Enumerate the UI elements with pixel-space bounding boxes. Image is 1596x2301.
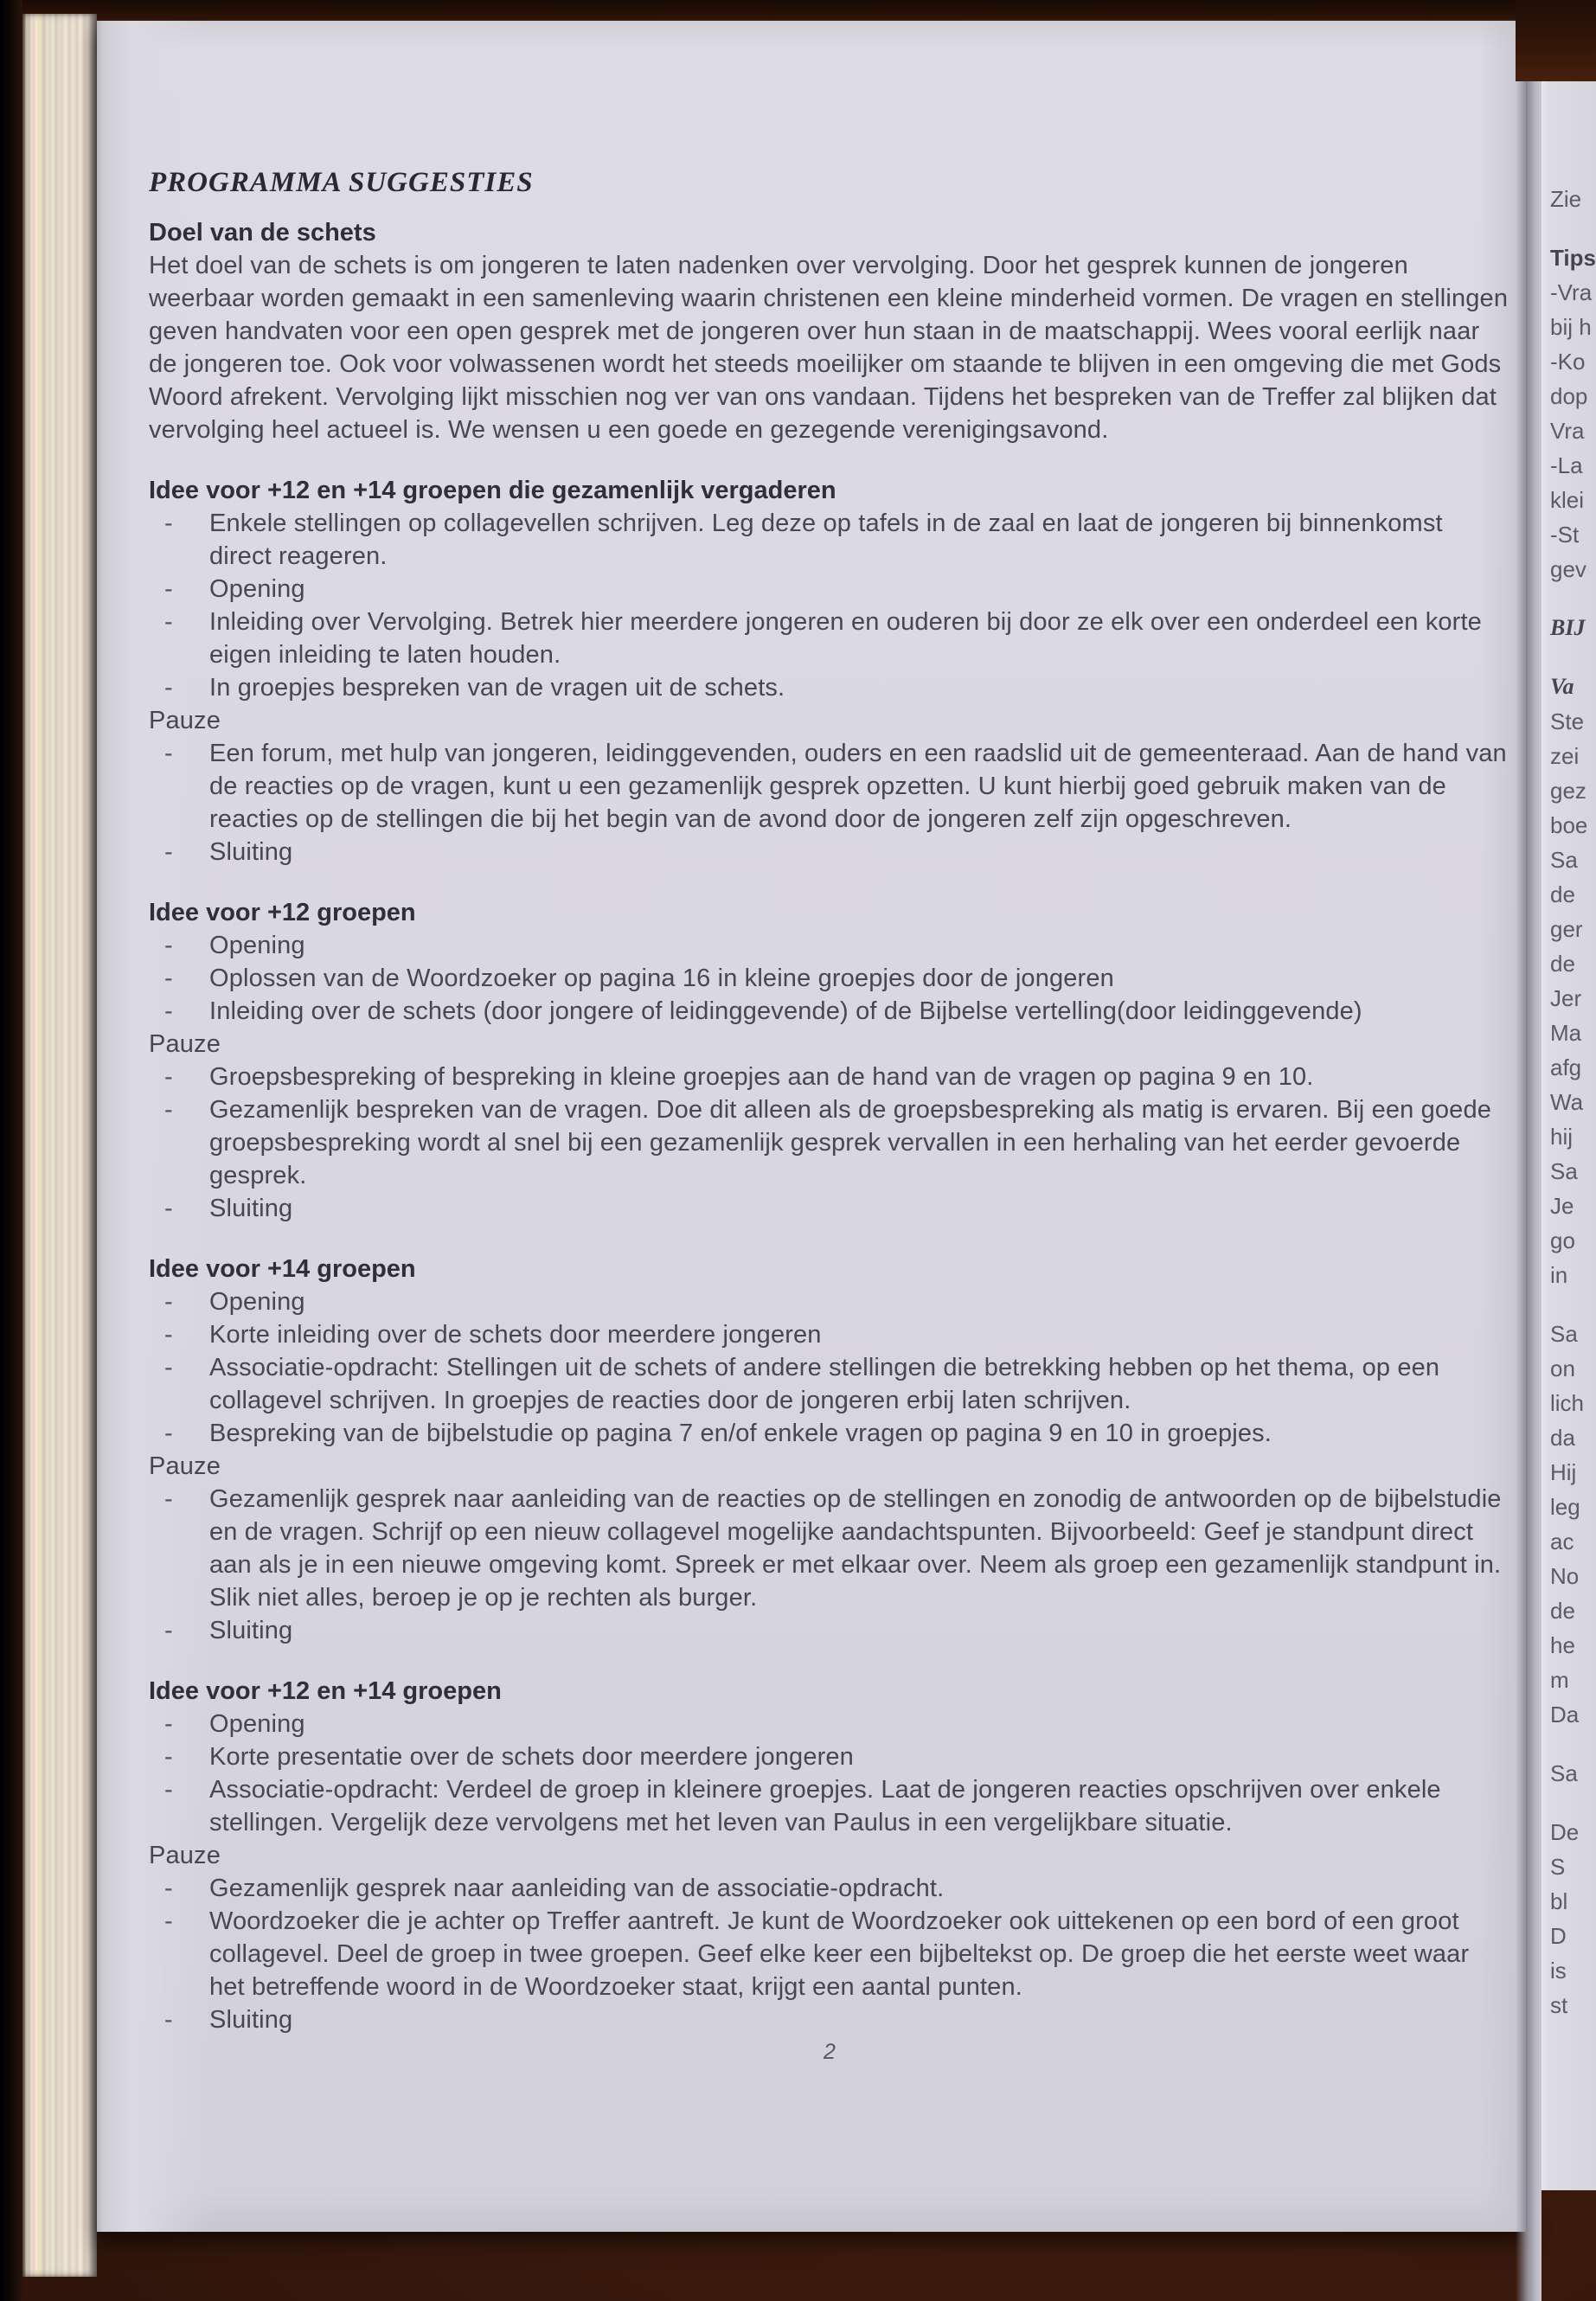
list-item-text: Sluiting (209, 1617, 293, 1644)
adjacent-page-text-fragment: -Vra (1550, 279, 1593, 305)
list-item-text: Gezamenlijk gesprek naar aanleiding van de associatie-opdracht. (209, 1875, 945, 1902)
adjacent-page-text-fragment: dop (1550, 383, 1588, 409)
bullet-dash: - (164, 1288, 173, 1316)
list-item (149, 1093, 1510, 1192)
adjacent-page-text-fragment: ger (1550, 916, 1583, 942)
adjacent-page-text-fragment: Sa (1550, 1158, 1578, 1184)
adjacent-page-text-fragment: he (1550, 1632, 1575, 1658)
list-item (149, 1872, 1510, 1905)
adjacent-page-text-fragment: Vra (1550, 418, 1585, 444)
bullet-dash: - (164, 1776, 173, 1804)
bullet-dash: - (164, 1485, 173, 1513)
bullet-dash: - (164, 1617, 173, 1644)
adjacent-page-text-fragment: go (1550, 1227, 1575, 1253)
adjacent-page-sliver (1542, 80, 1596, 2190)
section-item-list (149, 1285, 1510, 1647)
adjacent-page-text-fragment: klei (1550, 487, 1585, 513)
list-item-text: Opening (209, 1288, 305, 1316)
list-item-text: Oplossen van de Woordzoeker op pagina 16 in kleine groepjes door de jongeren (209, 965, 1114, 992)
bullet-dash: - (164, 575, 173, 603)
bullet-dash: - (164, 1420, 173, 1447)
list-item (149, 1351, 1510, 1417)
adjacent-page-text-fragment: -La (1550, 452, 1583, 478)
list-item-text: Korte presentatie over de schets door meerdere jongeren (209, 1743, 854, 1771)
list-item (149, 1285, 1510, 1318)
adjacent-page-text-fragment: boe (1550, 812, 1588, 838)
adjacent-page-text-fragment: in (1550, 1262, 1568, 1288)
adjacent-page-text-fragment: BIJ (1550, 615, 1586, 640)
adjacent-page-text-fragment: Jer (1550, 985, 1582, 1011)
adjacent-page-text-fragment: Hij (1550, 1459, 1577, 1485)
list-item-text: Pauze (149, 707, 221, 734)
book-cover-top-edge (0, 0, 1596, 19)
section-item-list (149, 929, 1510, 1225)
bullet-dash: - (164, 2006, 173, 2034)
book-cover-top-right-corner (1516, 0, 1596, 81)
adjacent-page-text-fragment: de (1550, 951, 1575, 977)
list-item (149, 836, 1510, 868)
adjacent-page-text-fragment: Ma (1550, 1020, 1582, 1046)
list-item-text: Gezamenlijk gesprek naar aanleiding van de reacties op de stellingen en zonodig de antwoorden op de bijbelstudie en de vragen. Schrijf op een nieuw collagevel mogelijke aandachtspunten. Bijvoorbeeld: Geef je standpunt direct aan als je in een nieuwe omgeving komt. Spreek er met elkaar over. Neem als groep een gezamenlijk standpunt in. Slik niet alles, beroep je op je rechten als burger. (209, 1485, 1502, 1612)
section-item-list (149, 507, 1510, 868)
pause-line (149, 1450, 1510, 1483)
intro-heading: Doel van de schets (149, 219, 376, 247)
bullet-dash: - (164, 1321, 173, 1349)
adjacent-page-text-fragment: da (1550, 1425, 1575, 1451)
adjacent-page-text-fragment: -Ko (1550, 349, 1586, 375)
bullet-dash: - (164, 1875, 173, 1902)
adjacent-page-text-fragment: m (1550, 1667, 1569, 1693)
adjacent-page-text-fragment: de (1550, 881, 1575, 907)
adjacent-page-text-fragment: Va (1550, 674, 1574, 699)
adjacent-page-text-fragment: afg (1550, 1054, 1582, 1080)
list-item-text: Bespreking van de bijbelstudie op pagina 7 en/of enkele vragen op pagina 9 en 10 in groepjes. (209, 1420, 1272, 1447)
list-item (149, 606, 1510, 671)
bullet-dash: - (164, 932, 173, 959)
intro-paragraph: Het doel van de schets is om jongeren te laten nadenken over vervolging. Door het gesprek kunnen de jongeren weerbaar worden gemaakt in een samenleving waarin christenen een kleine minderheid vormen. De vragen en stellingen geven handvaten voor een open gesprek met de jongeren over hun staan in de maatschappij. Wees vooral eerlijk naar de jongeren toe. Ook voor volwassenen wordt het steeds moeilijker om staande te blijven in een omgeving die met Gods Woord afrekent. Vervolging lijkt misschien nog ver van ons vandaan. Tijdens het bespreken van de Treffer zal blijken dat vervolging heel actueel is. We wensen u een goede en gezegende verenigingsavond. (149, 252, 1509, 444)
list-item (149, 2003, 1510, 2036)
adjacent-page-text-fragment: Sa (1550, 847, 1578, 873)
bullet-dash: - (164, 965, 173, 992)
list-item (149, 573, 1510, 606)
list-item-text: Pauze (149, 1842, 221, 1869)
list-item-text: Woordzoeker die je achter op Treffer aantreft. Je kunt de Woordzoeker ook uittekenen op een bord of een groot collagevel. Deel de groep in twee groepen. Geef elke keer een bijbeltekst op. De groep die het eerste weet waar het betreffende woord in de Woordzoeker staat, krijgt een aantal punten. (209, 1907, 1470, 2001)
list-item-text: Enkele stellingen op collagevellen schrijven. Leg deze op tafels in de zaal en laat de jongeren bij binnenkomst direct reageren. (209, 510, 1443, 570)
bullet-dash: - (164, 510, 173, 537)
list-item (149, 1417, 1510, 1450)
adjacent-page-text-fragment: No (1550, 1563, 1580, 1589)
adjacent-page-text-fragment: De (1550, 1819, 1580, 1845)
adjacent-page-text-fragment: Ste (1550, 708, 1585, 734)
bullet-dash: - (164, 1063, 173, 1091)
adjacent-page-text-fragment: de (1550, 1598, 1575, 1624)
list-item-text: Inleiding over de schets (door jongere of leidinggevende) of de Bijbelse vertelling(door leidinggevende) (209, 997, 1362, 1025)
adjacent-page-text-fragment: lich (1550, 1390, 1585, 1416)
adjacent-page-text-fragment: ac (1550, 1529, 1574, 1554)
adjacent-page-text-column (1542, 80, 1596, 2022)
section-12-groups (149, 896, 1510, 1225)
bullet-dash: - (164, 997, 173, 1025)
adjacent-page-text-fragment: S (1550, 1854, 1566, 1880)
list-item (149, 1192, 1510, 1225)
bullet-dash: - (164, 1743, 173, 1771)
list-item (149, 1061, 1510, 1093)
section-item-list (149, 1708, 1510, 2036)
list-item (149, 1773, 1510, 1839)
bullet-dash: - (164, 1096, 173, 1124)
adjacent-page-text-fragment: hij (1550, 1124, 1574, 1150)
list-item-text: Sluiting (209, 838, 293, 866)
list-item (149, 1740, 1510, 1773)
list-item (149, 507, 1510, 573)
list-item (149, 962, 1510, 995)
list-item (149, 1614, 1510, 1647)
page-edges-stack (22, 14, 97, 2277)
adjacent-page-text-fragment: gez (1550, 778, 1586, 804)
adjacent-page-text-fragment: gev (1550, 556, 1586, 582)
adjacent-page-text-fragment: zei (1550, 743, 1580, 769)
pause-line (149, 1839, 1510, 1872)
bullet-dash: - (164, 608, 173, 636)
list-item-text: Associatie-opdracht: Verdeel de groep in kleinere groepjes. Laat de jongeren reacties opschrijven over enkele stellingen. Vergelijk deze vervolgens met het leven van Paulus in een vergelijkbare situatie. (209, 1776, 1441, 1836)
adjacent-page-text-fragment: Zie (1550, 186, 1582, 212)
list-item (149, 1318, 1510, 1351)
list-item (149, 995, 1510, 1028)
list-item-text: Opening (209, 932, 305, 959)
section-joint-12-14 (149, 474, 1510, 868)
list-item-text: Opening (209, 1710, 305, 1738)
adjacent-page-text-fragment: bl (1550, 1888, 1568, 1914)
page-number: 2 (824, 2040, 836, 2064)
section-heading: Idee voor +14 groepen (149, 1255, 416, 1283)
list-item (149, 737, 1510, 836)
bullet-dash: - (164, 1710, 173, 1738)
adjacent-page-text-fragment: st (1550, 1992, 1568, 2018)
adjacent-page-text-fragment: is (1550, 1958, 1567, 1984)
list-item-text: Pauze (149, 1452, 221, 1480)
section-heading: Idee voor +12 en +14 groepen (149, 1677, 502, 1705)
bullet-dash: - (164, 1195, 173, 1222)
list-item-text: Sluiting (209, 2006, 293, 2034)
list-item (149, 671, 1510, 704)
page-content (97, 21, 1526, 2065)
list-item-text: Inleiding over Vervolging. Betrek hier meerdere jongeren en ouderen bij door ze elk over een onderdeel een korte eigen inleiding te laten houden. (209, 608, 1482, 669)
list-item-text: Sluiting (209, 1195, 293, 1222)
bullet-dash: - (164, 1907, 173, 1935)
adjacent-page-text-fragment: Sa (1550, 1760, 1578, 1786)
adjacent-page-text-fragment: leg (1550, 1494, 1580, 1520)
adjacent-page-text-fragment: D (1550, 1923, 1567, 1949)
adjacent-page-text-fragment: Wa (1550, 1089, 1584, 1115)
list-item-text: Korte inleiding over de schets door meerdere jongeren (209, 1321, 822, 1349)
adjacent-page-text-fragment: on (1550, 1356, 1575, 1381)
adjacent-page-text-fragment: Tips (1550, 245, 1596, 271)
section-12-14-groups (149, 1675, 1510, 2036)
section-heading: Idee voor +12 groepen (149, 899, 416, 926)
list-item-text: Gezamenlijk bespreken van de vragen. Doe dit alleen als de groepsbespreking als matig is ervaren. Bij een goede groepsbespreking wordt al snel bij een gezamenlijk gesprek vervallen in een herhaling van het eerder gevoerde gesprek. (209, 1096, 1492, 1189)
page-gutter-crease (1516, 0, 1542, 2301)
pause-line (149, 1028, 1510, 1061)
book-cover-left-edge (0, 0, 22, 2301)
list-item (149, 929, 1510, 962)
adjacent-page-text-fragment: Sa (1550, 1321, 1578, 1347)
list-item (149, 1905, 1510, 2003)
list-item-text: Opening (209, 575, 305, 603)
list-item-text: Pauze (149, 1030, 221, 1058)
page-title: PROGRAMMA SUGGESTIES (149, 167, 534, 198)
list-item-text: Groepsbespreking of bespreking in kleine groepjes aan de hand van de vragen op pagina 9 en 10. (209, 1063, 1314, 1091)
list-item (149, 1483, 1510, 1614)
pause-line (149, 704, 1510, 737)
bullet-dash: - (164, 1354, 173, 1381)
list-item (149, 1708, 1510, 1740)
bullet-dash: - (164, 674, 173, 702)
list-item-text: Een forum, met hulp van jongeren, leidinggevenden, ouders en een raadslid uit de gemeenteraad. Aan de hand van de reacties op de vragen, kunt u een gezamenlijk gesprek opzetten. U kunt hierbij goed gebruik maken van de reacties op de stellingen die bij het begin van de avond door de jongeren zelf zijn opgeschreven. (209, 740, 1507, 833)
adjacent-page-text-fragment: Je (1550, 1193, 1574, 1219)
bullet-dash: - (164, 838, 173, 866)
list-item-text: Associatie-opdracht: Stellingen uit de schets of andere stellingen die betrekking hebben op het thema, op een collagevel schrijven. In groepjes de reacties door de jongeren erbij laten schrijven. (209, 1354, 1440, 1414)
adjacent-page-text-fragment: -St (1550, 522, 1580, 548)
adjacent-page-text-fragment: bij h (1550, 314, 1592, 340)
list-item-text: In groepjes bespreken van de vragen uit de schets. (209, 674, 785, 702)
adjacent-page-text-fragment: Da (1550, 1702, 1580, 1727)
section-heading: Idee voor +12 en +14 groepen die gezamenlijk vergaderen (149, 477, 836, 504)
section-14-groups (149, 1253, 1510, 1647)
bullet-dash: - (164, 740, 173, 767)
document-page (97, 21, 1526, 2232)
